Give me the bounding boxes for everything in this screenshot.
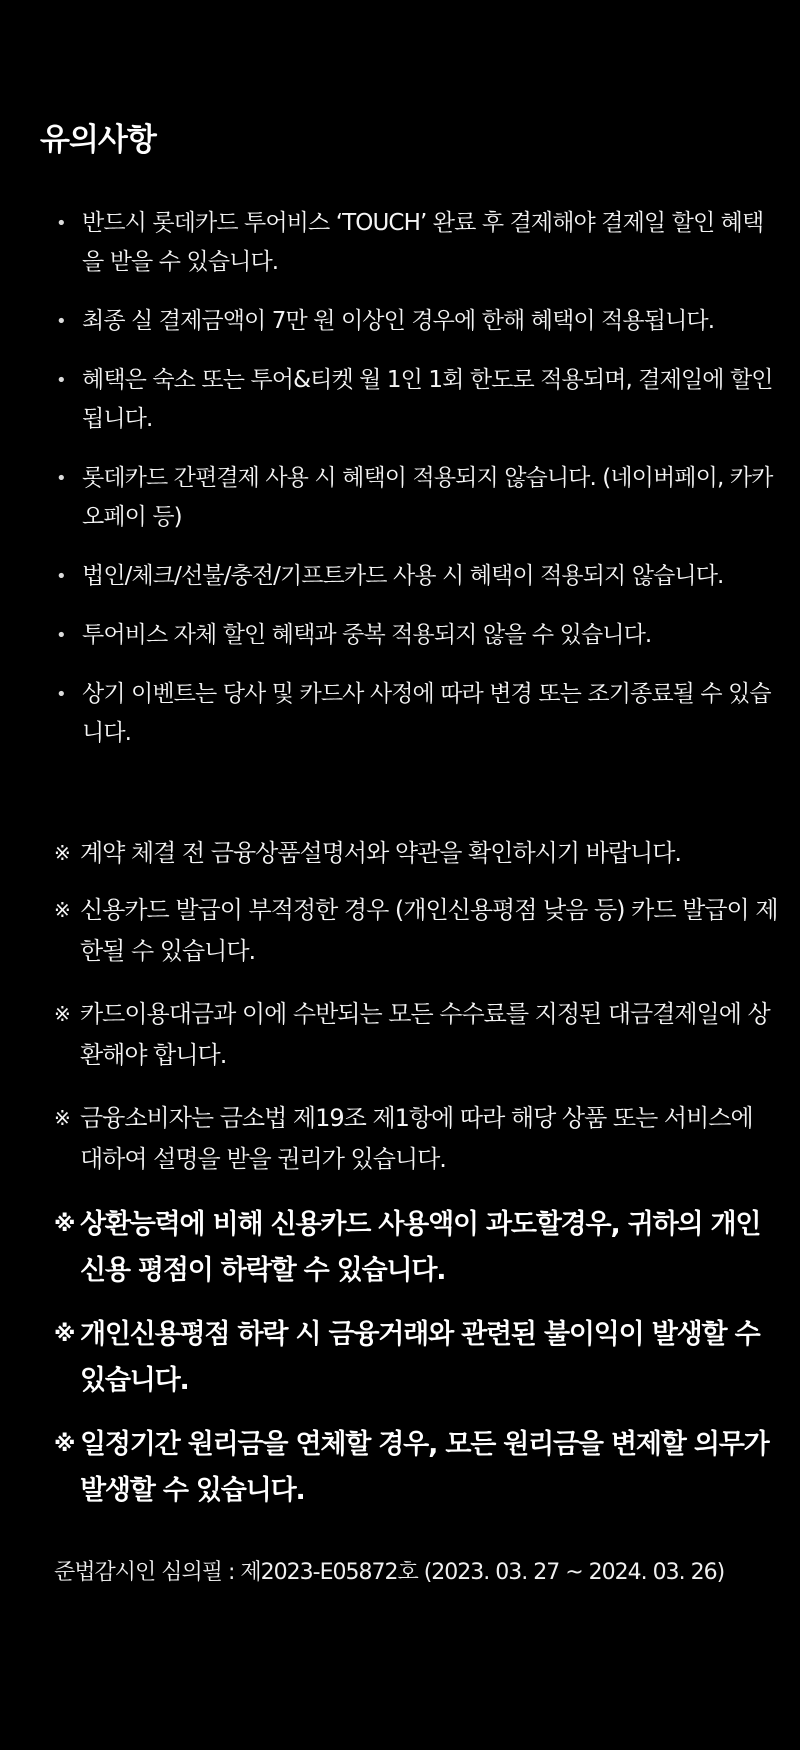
compliance-approval-text: 준법감시인 심의필 : 제2023-E05872호 (2023. 03. 27 ~ 2024. 03. 26) bbox=[54, 1560, 725, 1585]
list-item bbox=[54, 204, 778, 282]
reference-mark-icon: ※ bbox=[54, 1106, 70, 1130]
list-item-text: 최종 실 결제금액이 7만 원 이상인 경우에 한해 혜택이 적용됩니다. bbox=[82, 308, 715, 334]
legal-note-text: 신용카드 발급이 부적정한 경우 (개인신용평점 낮음 등) 카드 발급이 제한될 수 있습니다. bbox=[80, 896, 778, 965]
legal-note-text: 계약 체결 전 금융상품설명서와 약관을 확인하시기 바랍니다. bbox=[80, 839, 682, 867]
list-item bbox=[54, 459, 778, 537]
legal-note bbox=[54, 994, 778, 1076]
list-item bbox=[54, 616, 778, 655]
benefit-conditions-list bbox=[54, 204, 778, 773]
bullet-icon: • bbox=[56, 311, 66, 332]
legal-notes bbox=[54, 833, 778, 1532]
list-item-text: 상기 이벤트는 당사 및 카드사 사정에 따라 변경 또는 조기종료될 수 있습니다. bbox=[82, 681, 771, 746]
bullet-icon: • bbox=[56, 468, 66, 489]
list-item bbox=[54, 302, 778, 341]
list-item-text: 투어비스 자체 할인 혜택과 중복 적용되지 않을 수 있습니다. bbox=[82, 622, 652, 648]
bullet-icon: • bbox=[56, 684, 66, 705]
list-item-text: 법인/체크/선불/충전/기프트카드 사용 시 혜택이 적용되지 않습니다. bbox=[82, 563, 724, 589]
list-item bbox=[54, 557, 778, 596]
reference-mark-icon: ※ bbox=[54, 898, 70, 922]
legal-note-text: 카드이용대금과 이에 수반되는 모든 수수료를 지정된 대금결제일에 상환해야 합니다. bbox=[80, 1000, 770, 1069]
warning-note-text: 일정기간 원리금을 연체할 경우, 모든 원리금을 변제할 의무가 발생할 수 있습니다. bbox=[80, 1429, 769, 1506]
warning-note-text: 상환능력에 비해 신용카드 사용액이 과도할경우, 귀하의 개인신용 평점이 하락할 수 있습니다. bbox=[80, 1209, 761, 1286]
legal-note-text: 금융소비자는 금소법 제19조 제1항에 따라 해당 상품 또는 서비스에 대하여 설명을 받을 권리가 있습니다. bbox=[80, 1104, 753, 1173]
reference-mark-icon: ※ bbox=[54, 1212, 75, 1237]
legal-note bbox=[54, 833, 778, 874]
list-item-text: 반드시 롯데카드 투어비스 ‘TOUCH’ 완료 후 결제해야 결제일 할인 혜택을 받을 수 있습니다. bbox=[82, 210, 764, 275]
list-item bbox=[54, 361, 778, 439]
list-item-text: 롯데카드 간편결제 사용 시 혜택이 적용되지 않습니다. (네이버페이, 카카오페이 등) bbox=[82, 465, 773, 530]
bullet-icon: • bbox=[56, 213, 66, 234]
reference-mark-icon: ※ bbox=[54, 1432, 75, 1457]
bullet-icon: • bbox=[56, 566, 66, 587]
page-title: 유의사항 bbox=[40, 122, 156, 158]
legal-note bbox=[54, 890, 778, 972]
warning-note bbox=[54, 1422, 778, 1514]
bullet-icon: • bbox=[56, 370, 66, 391]
legal-note bbox=[54, 1098, 778, 1180]
reference-mark-icon: ※ bbox=[54, 1322, 75, 1347]
warning-note bbox=[54, 1312, 778, 1404]
list-item-text: 혜택은 숙소 또는 투어&티켓 월 1인 1회 한도로 적용되며, 결제일에 할인됩니다. bbox=[82, 367, 773, 432]
warning-note bbox=[54, 1202, 778, 1294]
reference-mark-icon: ※ bbox=[54, 841, 70, 865]
bullet-icon: • bbox=[56, 625, 66, 646]
list-item bbox=[54, 675, 778, 753]
reference-mark-icon: ※ bbox=[54, 1002, 70, 1026]
warning-note-text: 개인신용평점 하락 시 금융거래와 관련된 불이익이 발생할 수 있습니다. bbox=[80, 1319, 760, 1396]
